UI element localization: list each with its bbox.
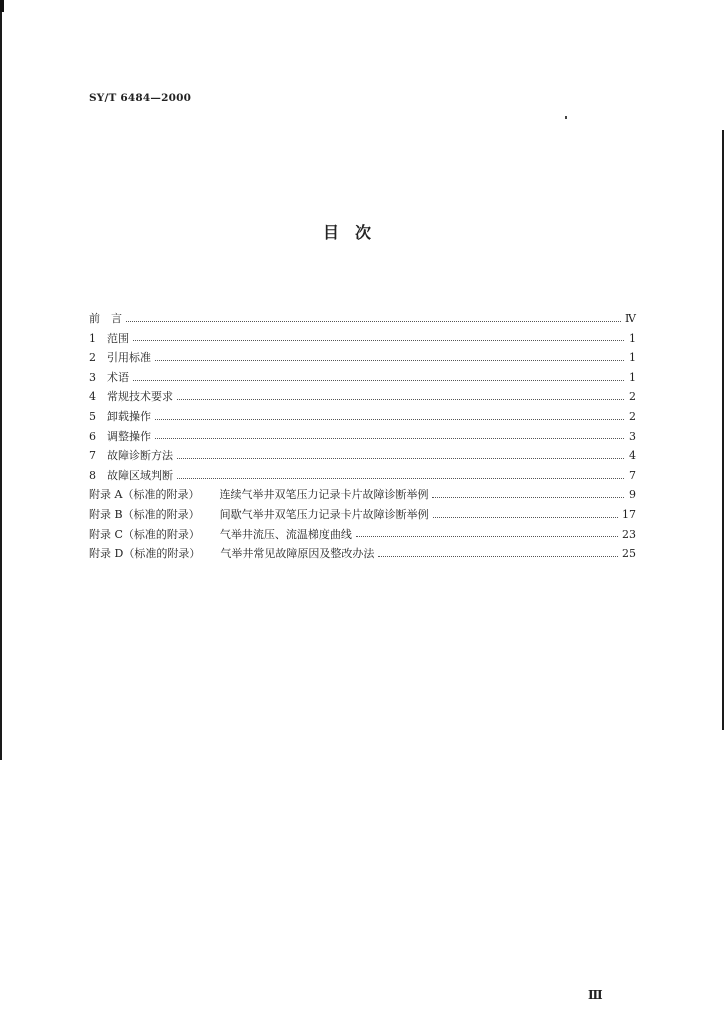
toc-entry-label: 7 故障诊断方法 (89, 449, 173, 463)
toc-entry (89, 427, 636, 447)
scan-speck (565, 116, 567, 119)
toc-entry-label: 5 卸载操作 (89, 409, 151, 423)
scan-edge-corner (0, 0, 4, 12)
toc-entry-page: 23 (622, 527, 636, 541)
scan-edge-left (0, 0, 2, 760)
toc-leader-dots (133, 379, 624, 381)
toc-entry (89, 348, 636, 368)
toc-entry (89, 525, 636, 545)
toc-leader-dots (378, 555, 618, 557)
toc-entry (89, 387, 636, 407)
toc-entry-subtitle: 气举井流压、流温梯度曲线 (219, 527, 352, 541)
toc-entry-page: 3 (629, 429, 636, 443)
toc-leader-dots (177, 457, 624, 459)
toc-entry-label: 4 常规技术要求 (89, 390, 173, 404)
toc-entry-label: 附录 C（标准的附录） (89, 527, 200, 541)
toc-leader-dots (433, 516, 618, 518)
toc-entry-subtitle: 气举井常见故障原因及整改办法 (220, 547, 375, 561)
toc-entry-page: 25 (622, 547, 636, 561)
toc-leader-dots (177, 477, 624, 479)
toc-entry (89, 485, 636, 505)
toc-entry-page: 7 (629, 468, 636, 482)
toc-entry-page: 17 (622, 507, 636, 521)
toc-entry-subtitle: 间歇气举井双笔压力记录卡片故障诊断举例 (219, 507, 429, 521)
toc-entry-page: 9 (629, 488, 636, 502)
toc-leader-dots (155, 437, 624, 439)
toc-entry (89, 446, 636, 466)
toc-entry-label: 3 术语 (89, 370, 129, 384)
toc-entry-page: 1 (629, 351, 636, 365)
toc-entry (89, 407, 636, 427)
toc-leader-dots (432, 496, 624, 498)
toc-entry-label: 2 引用标准 (89, 351, 151, 365)
toc-leader-dots (356, 535, 618, 537)
toc-entry (89, 309, 636, 329)
toc-leader-dots (155, 418, 624, 420)
toc-entry-page: 2 (629, 390, 636, 404)
toc-entry-page: 1 (629, 331, 636, 345)
toc-entry-label: 6 调整操作 (89, 429, 151, 443)
toc-leader-dots (177, 398, 624, 400)
toc-leader-dots (155, 359, 624, 361)
toc-entry-subtitle: 连续气举井双笔压力记录卡片故障诊断举例 (219, 488, 429, 502)
toc-entry-label: 1 范围 (89, 331, 129, 345)
toc-entry-label: 8 故障区域判断 (89, 468, 173, 482)
toc-entry-label: 前 言 (89, 312, 122, 325)
table-of-contents (89, 309, 636, 564)
toc-entry-label: 附录 D（标准的附录） (89, 547, 201, 561)
toc-entry (89, 466, 636, 486)
toc-entry-label: 附录 B（标准的附录） (89, 507, 200, 521)
toc-entry-page: Ⅳ (625, 312, 636, 325)
toc-entry (89, 329, 636, 349)
toc-leader-dots (126, 320, 621, 322)
toc-entry (89, 505, 636, 525)
toc-entry-page: 1 (629, 370, 636, 384)
toc-leader-dots (133, 339, 624, 341)
toc-entry (89, 368, 636, 388)
toc-title: 目 次 (323, 223, 372, 242)
toc-entry (89, 544, 636, 564)
toc-entry-label: 附录 A（标准的附录） (89, 488, 200, 502)
toc-entry-page: 2 (629, 409, 636, 423)
page-number: Ⅲ (588, 988, 602, 1002)
toc-entry-page: 4 (629, 449, 636, 463)
standard-code: SY/T 6484—2000 (89, 92, 192, 104)
